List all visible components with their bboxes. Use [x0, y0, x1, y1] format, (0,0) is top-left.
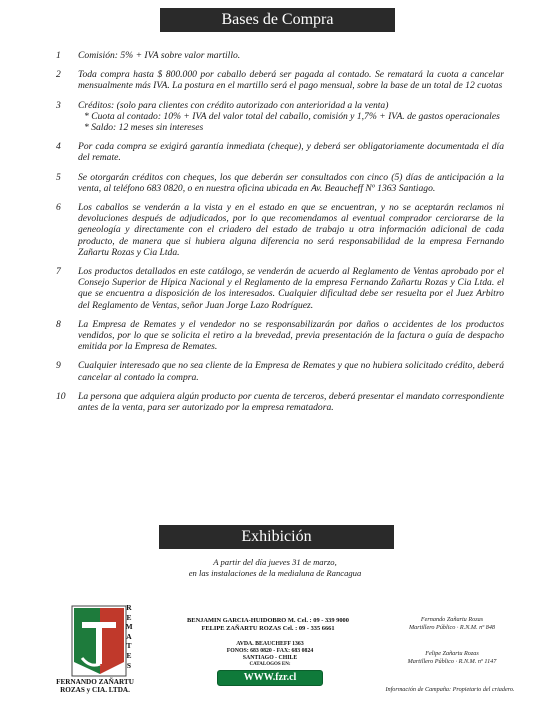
signature-block-2: [372, 650, 532, 665]
list-item: [56, 391, 504, 413]
list-item: [56, 360, 504, 382]
signature-name: Felipe Zañartu Rozas: [425, 650, 479, 657]
signature-title: Martillero Público · R.N.M. nº 848: [408, 623, 496, 631]
website-link[interactable]: WWW.fzr.cl: [217, 670, 323, 686]
item-number: 7: [56, 266, 61, 278]
signature-name: Fernando Zañartu Rozas: [420, 616, 484, 623]
item-number: 1: [56, 50, 61, 61]
item-number: 6: [56, 202, 61, 214]
item-text: La persona que adquiera algún producto por cuenta de terceros, deberá presentar el mandato correspondiente antes de la venta, para ser autorizado por la empresa rematadora.: [78, 390, 504, 414]
exhibition-title: Exhibición: [159, 525, 394, 549]
item-text: Los caballos se venderán a la vista y en el estado en que se encuentran, y no se aceptarán reclamos ni devoluciones después de adjudicados, por lo que recomendamos al eventual comprador cerciorarse de la geneología y directamente con el criadero del estado de trabajo u otra información adicional de cada producto, de manera que si hubiera alguna diferencia no será responsabilidad de la empresa Fernando Zañartu Rozas y Cia Ltda.: [78, 202, 504, 258]
list-item: [56, 141, 504, 163]
company-name-line-2: ROZAS y CIA. LTDA.: [60, 686, 130, 695]
address-line-1: AVDA. BEAUCHEFF 1363: [236, 641, 304, 647]
remates-letter: S: [126, 660, 132, 670]
exhibition-details: [140, 557, 410, 579]
address-line-3: SANTIAGO - CHILE: [242, 655, 298, 661]
terms-list: [56, 50, 504, 421]
item-text: Comisión: 5% + IVA sobre valor martillo.: [78, 50, 241, 61]
remates-letter: M: [125, 622, 133, 632]
item-text: [78, 100, 504, 134]
item-number: 3: [56, 99, 61, 111]
catalog-label: CATALOGOS EN:: [249, 662, 291, 667]
remates-vertical-text: [124, 603, 134, 670]
remates-letter: A: [126, 631, 132, 641]
list-item: [56, 319, 504, 353]
company-name: [46, 678, 144, 695]
remates-letter: R: [126, 603, 132, 612]
page-title: Bases de Compra: [160, 8, 395, 32]
campaign-info: Información de Campaña: Propietario del criadero.: [385, 686, 515, 693]
item-number: 2: [56, 69, 61, 81]
contact-phones: [148, 617, 388, 633]
item-text: Por cada compra se exigirá garantía inmediata (cheque), y deberá ser obligatoriamente documentada el día del remate.: [78, 141, 504, 164]
list-item: [56, 100, 504, 134]
item-sub-cuota: * Cuota al contado: 10% + IVA del valor total del caballo, comisión y 1,7% + IVA. de gastos operacionales: [84, 110, 500, 122]
signature-block-1: [372, 616, 532, 631]
company-name-line-1: FERNANDO ZAÑARTU: [56, 678, 134, 686]
signature-title: Martillero Público · R.N.M. nº 1147: [407, 657, 497, 665]
list-item: [56, 202, 504, 258]
item-main: Créditos: (solo para clientes con crédito autorizado con anterioridad a la venta): [78, 99, 389, 111]
office-address: [170, 641, 370, 662]
list-item: [56, 266, 504, 311]
item-sub-saldo: * Saldo: 12 meses sin intereses: [84, 122, 204, 134]
item-text: Toda compra hasta $ 800.000 por caballo deberá ser pagada al contado. Se rematará la cuota a cancelar mensualmente más IVA. La postura en el martillo será el pago mensual, sobre la base de un total de 12 cuotas: [78, 69, 504, 92]
remates-letter: E: [126, 612, 132, 622]
list-item: [56, 172, 504, 194]
item-number: 9: [56, 360, 61, 372]
remates-letter: E: [126, 650, 132, 660]
item-text: Se otorgarán créditos con cheques, los que deberán ser consultados con cinco (5) días de anticipación a la venta, al teléfono 683 0820, o en nuestra oficina ubicada en Av. Beaucheff Nº 1363 Santiago.: [78, 171, 504, 194]
item-number: 4: [56, 141, 61, 153]
remates-letter: T: [126, 641, 132, 651]
list-item: [56, 69, 504, 91]
list-item: [56, 50, 504, 61]
item-number: 10: [56, 390, 66, 402]
address-line-2: FONOS: 683 0820 - FAX: 683 0824: [226, 648, 314, 654]
item-number: 5: [56, 171, 61, 183]
exhibition-line-1: A partir del día jueves 31 de marzo,: [213, 557, 337, 567]
item-text: Cualquier interesado que no sea cliente de la Empresa de Remates y que no hubiera solicitado crédito, deberá cancelar al contado la compra.: [78, 360, 504, 383]
exhibition-line-2: en las instalaciones de la medialuna de Rancagua: [188, 568, 362, 578]
item-number: 8: [56, 318, 61, 330]
item-text: Los productos detallados en este catálogo, se venderán de acuerdo al Reglamento de Ventas aprobado por el Consejo Superior de Hípica Nacional y el Reglamento de la empresa Fernando Zañartu Rozas y Cia Ltda. el que se encuentra a disposición de los interesados. Cualquier dificultad debe ser resuelta por el Juez Arbitro del Reglamento de Ventas, señor Juan Jorge Lazo Rodríguez.: [78, 266, 504, 311]
contact-line-2: FELIPE ZAÑARTU ROZAS Cel. : 09 - 335 6661: [201, 625, 335, 632]
item-text: La Empresa de Remates y el vendedor no se responsabilizarán por daños o accidentes de los productos vendidos, por lo que se solicita el retiro a la brevedad, previa presentación de la factura o guía de despacho emitida por la Empresa de Remates.: [78, 318, 504, 353]
contact-line-1: BENJAMIN GARCIA-HUIDOBRO M. Cel. : 09 - 339 9000: [187, 617, 349, 624]
